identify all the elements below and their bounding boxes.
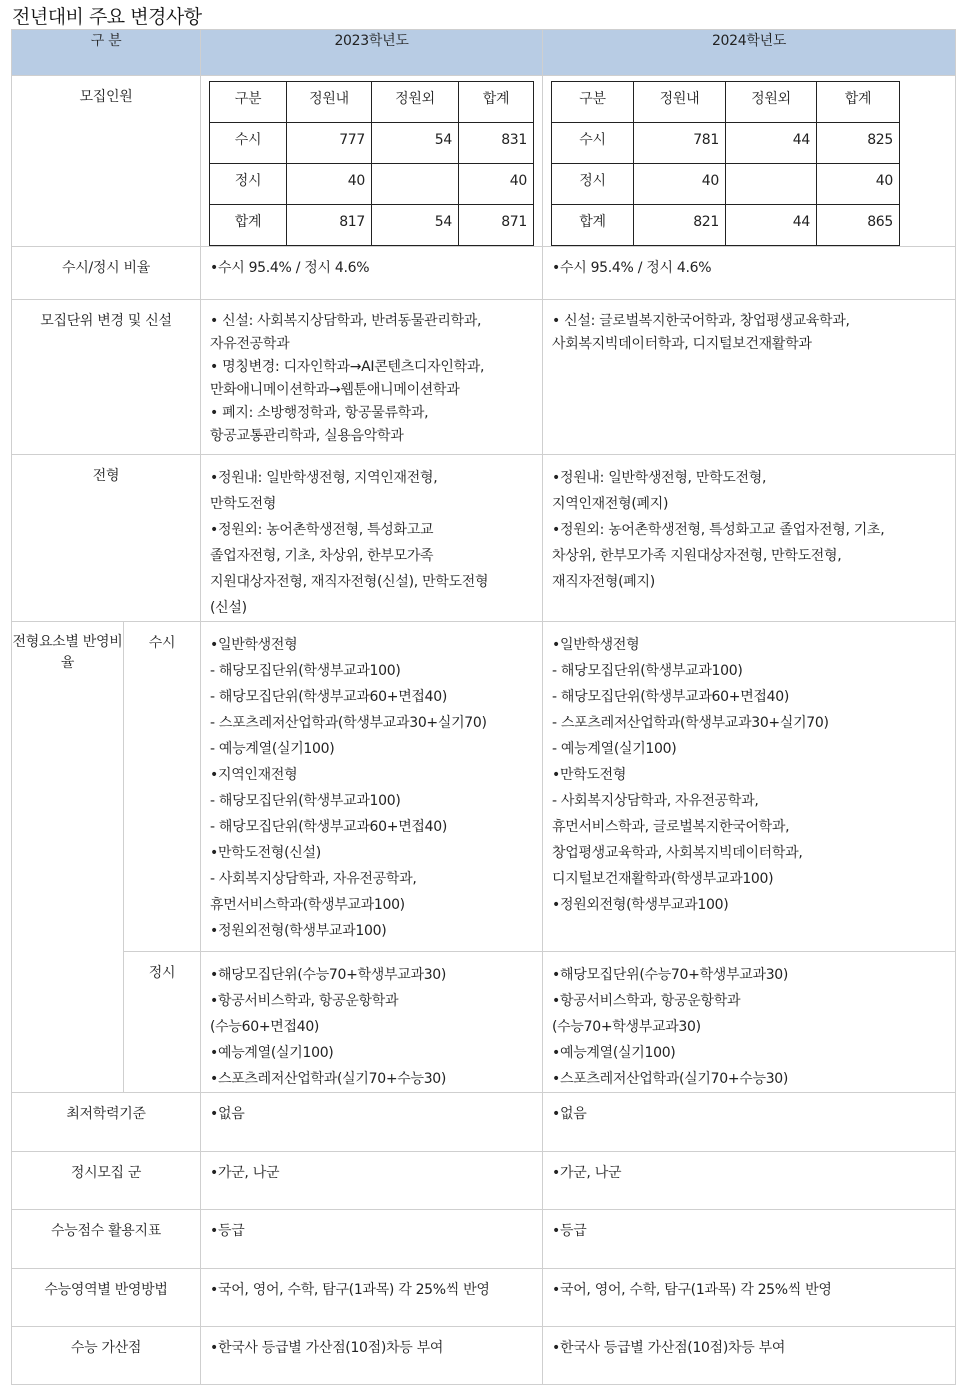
row-minimum: [12, 1093, 956, 1152]
recruit-2024-cell: 781: [634, 123, 726, 164]
recruit-2023-head: [210, 82, 534, 123]
list-item: •예능계열(실기100): [210, 1045, 334, 1061]
list-item: - 해당모집단위(학생부교과100): [552, 663, 743, 679]
recruit-2024-cell: 44: [726, 205, 817, 246]
label-index: 수능점수 활용지표: [12, 1210, 201, 1269]
recruit-2024-head-cell: 구분: [552, 82, 634, 123]
list-item: •일반학생전형: [552, 637, 640, 653]
list-item: - 사회복지상담학과, 자유전공학과,: [552, 793, 759, 809]
list-item: 디지털보건재활학과(학생부교과100): [552, 871, 774, 887]
group-2024: •가군, 나군: [543, 1152, 956, 1210]
label-weights-early: 수시: [124, 622, 201, 952]
list-item: •정원외: 농어촌학생전형, 특성화고교 졸업자전형, 기초,: [552, 522, 885, 538]
recruit-2024-row: [552, 123, 900, 164]
recruit-2023-cell: 777: [287, 123, 372, 164]
recruit-2023-cell: 40: [459, 164, 534, 205]
header-row: [12, 30, 956, 76]
row-weights-early: [12, 622, 956, 952]
list-item: (신설): [210, 600, 247, 616]
bonus-2023: •한국사 등급별 가산점(10점)차등 부여: [201, 1327, 543, 1385]
list-item: •지역인재전형: [210, 767, 298, 783]
header-2023: 2023학년도: [201, 30, 543, 76]
list-item: •해당모집단위(수능70+학생부교과30): [210, 967, 447, 983]
list-item: •정원외전형(학생부교과100): [552, 897, 729, 913]
recruit-2023-head-cell: 구분: [210, 82, 287, 123]
recruit-2023-head-cell: 정원외: [372, 82, 459, 123]
recruit-2024-cell: 821: [634, 205, 726, 246]
header-2024: 2024학년도: [543, 30, 956, 76]
recruit-2023-cell: 정시: [210, 164, 287, 205]
page-title: 전년대비 주요 변경사항: [12, 6, 202, 28]
header-category: 구 분: [12, 30, 201, 76]
types-2024: [543, 455, 956, 622]
recruit-2024-table: [551, 81, 900, 246]
minimum-2023: •없음: [201, 1093, 543, 1152]
row-ratio: [12, 247, 956, 300]
recruit-2023-row: [210, 164, 534, 205]
index-2023: •등급: [201, 1210, 543, 1269]
list-item: • 신설: 글로벌복지한국어학과, 창업평생교육학과,: [552, 313, 850, 329]
list-item: 항공교통관리학과, 실용음악학과: [210, 428, 404, 444]
list-item: •항공서비스학과, 항공운항학과: [552, 993, 741, 1009]
list-item: • 폐지: 소방행정학과, 항공물류학과,: [210, 405, 429, 421]
list-item: - 사회복지상담학과, 자유전공학과,: [210, 871, 417, 887]
list-item: - 해당모집단위(학생부교과100): [210, 793, 401, 809]
list-item: (수능60+면접40): [210, 1019, 320, 1035]
list-item: •만학도전형: [552, 767, 627, 783]
list-item: •스포츠레저산업학과(실기70+수능30): [210, 1071, 447, 1087]
list-item: •정원외전형(학생부교과100): [210, 923, 387, 939]
row-weights-regular: [12, 952, 956, 1093]
ratio-2024: •수시 95.4% / 정시 4.6%: [543, 247, 956, 300]
recruit-2023-cell: 54: [372, 123, 459, 164]
recruit-2023-cell: 합계: [210, 205, 287, 246]
row-types: [12, 455, 956, 622]
recruit-2024-row: [552, 205, 900, 246]
recruit-2023-row: [210, 205, 534, 246]
recruit-2023-cell: [372, 164, 459, 205]
list-item: - 해당모집단위(학생부교과60+면접40): [210, 819, 448, 835]
row-method: [12, 1269, 956, 1327]
recruit-2024-cell: 40: [634, 164, 726, 205]
list-item: • 명칭변경: 디자인학과→AI콘텐츠디자인학과,: [210, 359, 485, 375]
recruit-2023-cell: 831: [459, 123, 534, 164]
method-2023: •국어, 영어, 수학, 탐구(1과목) 각 25%씩 반영: [201, 1269, 543, 1327]
list-item: - 해당모집단위(학생부교과60+면접40): [552, 689, 790, 705]
row-units: [12, 300, 956, 455]
label-bonus: 수능 가산점: [12, 1327, 201, 1385]
list-item: 휴먼서비스학과, 글로벌복지한국어학과,: [552, 819, 790, 835]
weights-regular-2024: [543, 952, 956, 1093]
label-recruit: 모집인원: [12, 76, 201, 247]
row-recruit: [12, 76, 956, 247]
label-group: 정시모집 군: [12, 1152, 201, 1210]
ratio-2023: •수시 95.4% / 정시 4.6%: [201, 247, 543, 300]
recruit-2023-head-cell: 합계: [459, 82, 534, 123]
list-item: 재직자전형(폐지): [552, 574, 655, 590]
recruit-2023-cell: 817: [287, 205, 372, 246]
recruit-2023-cell: [201, 76, 543, 247]
row-index: [12, 1210, 956, 1269]
recruit-2024-head: [552, 82, 900, 123]
list-item: - 예능계열(실기100): [210, 741, 335, 757]
list-item: •해당모집단위(수능70+학생부교과30): [552, 967, 789, 983]
recruit-2024-cell: 825: [817, 123, 900, 164]
list-item: - 스포츠레저산업학과(학생부교과30+실기70): [210, 715, 487, 731]
recruit-2024-cell: 865: [817, 205, 900, 246]
weights-regular-2023: [201, 952, 543, 1093]
list-item: •스포츠레저산업학과(실기70+수능30): [552, 1071, 789, 1087]
label-units: 모집단위 변경 및 신설: [12, 300, 201, 455]
list-item: 자유전공학과: [210, 336, 290, 352]
list-item: 휴먼서비스학과(학생부교과100): [210, 897, 405, 913]
group-2023: •가군, 나군: [201, 1152, 543, 1210]
list-item: • 신설: 사회복지상담학과, 반려동물관리학과,: [210, 313, 482, 329]
recruit-2024-head-cell: 정원내: [634, 82, 726, 123]
list-item: 만화애니메이션학과→웹툰애니메이션학과: [210, 382, 460, 398]
list-item: 창업평생교육학과, 사회복지빅데이터학과,: [552, 845, 803, 861]
weights-early-2024: [543, 622, 956, 952]
list-item: - 예능계열(실기100): [552, 741, 677, 757]
minimum-2024: •없음: [543, 1093, 956, 1152]
recruit-2024-cell: [543, 76, 956, 247]
list-item: •정원외: 농어촌학생전형, 특성화고교: [210, 522, 434, 538]
list-item: (수능70+학생부교과30): [552, 1019, 701, 1035]
method-2024: •국어, 영어, 수학, 탐구(1과목) 각 25%씩 반영: [543, 1269, 956, 1327]
list-item: •예능계열(실기100): [552, 1045, 676, 1061]
recruit-2024-cell: 합계: [552, 205, 634, 246]
list-item: •만학도전형(신설): [210, 845, 321, 861]
recruit-2024-head-cell: 합계: [817, 82, 900, 123]
list-item: 사회복지빅데이터학과, 디지털보건재활학과: [552, 336, 812, 352]
recruit-2023-head-cell: 정원내: [287, 82, 372, 123]
recruit-2024-row: [552, 164, 900, 205]
label-weights-regular: 정시: [124, 952, 201, 1093]
recruit-2024-cell: 44: [726, 123, 817, 164]
list-item: 차상위, 한부모가족 지원대상자전형, 만학도전형,: [552, 548, 842, 564]
list-item: •일반학생전형: [210, 637, 298, 653]
list-item: - 해당모집단위(학생부교과100): [210, 663, 401, 679]
recruit-2023-row: [210, 123, 534, 164]
list-item: - 해당모집단위(학생부교과60+면접40): [210, 689, 448, 705]
label-ratio: 수시/정시 비율: [12, 247, 201, 300]
recruit-2024-cell: [726, 164, 817, 205]
list-item: - 스포츠레저산업학과(학생부교과30+실기70): [552, 715, 829, 731]
list-item: 지역인재전형(폐지): [552, 496, 669, 512]
list-item: •정원내: 일반학생전형, 만학도전형,: [552, 470, 767, 486]
list-item: •항공서비스학과, 항공운항학과: [210, 993, 399, 1009]
types-2023: [201, 455, 543, 622]
row-group: [12, 1152, 956, 1210]
units-2024: [543, 300, 956, 455]
bonus-2024: •한국사 등급별 가산점(10점)차등 부여: [543, 1327, 956, 1385]
label-method: 수능영역별 반영방법: [12, 1269, 201, 1327]
list-item: •정원내: 일반학생전형, 지역인재전형,: [210, 470, 438, 486]
recruit-2024-cell: 정시: [552, 164, 634, 205]
comparison-table: [11, 29, 956, 1385]
label-minimum: 최저학력기준: [12, 1093, 201, 1152]
index-2024: •등급: [543, 1210, 956, 1269]
recruit-2023-cell: 수시: [210, 123, 287, 164]
label-weights: 전형요소별 반영비율: [12, 622, 124, 1093]
recruit-2023-cell: 871: [459, 205, 534, 246]
units-2023: [201, 300, 543, 455]
recruit-2023-cell: 40: [287, 164, 372, 205]
recruit-2024-head-cell: 정원외: [726, 82, 817, 123]
list-item: 만학도전형: [210, 496, 277, 512]
recruit-2023-cell: 54: [372, 205, 459, 246]
row-bonus: [12, 1327, 956, 1385]
label-types: 전형: [12, 455, 201, 622]
list-item: 졸업자전형, 기초, 차상위, 한부모가족: [210, 548, 434, 564]
list-item: 지원대상자전형, 재직자전형(신설), 만학도전형: [210, 574, 489, 590]
recruit-2024-cell: 40: [817, 164, 900, 205]
recruit-2023-table: [209, 81, 534, 246]
weights-early-2023: [201, 622, 543, 952]
recruit-2024-cell: 수시: [552, 123, 634, 164]
